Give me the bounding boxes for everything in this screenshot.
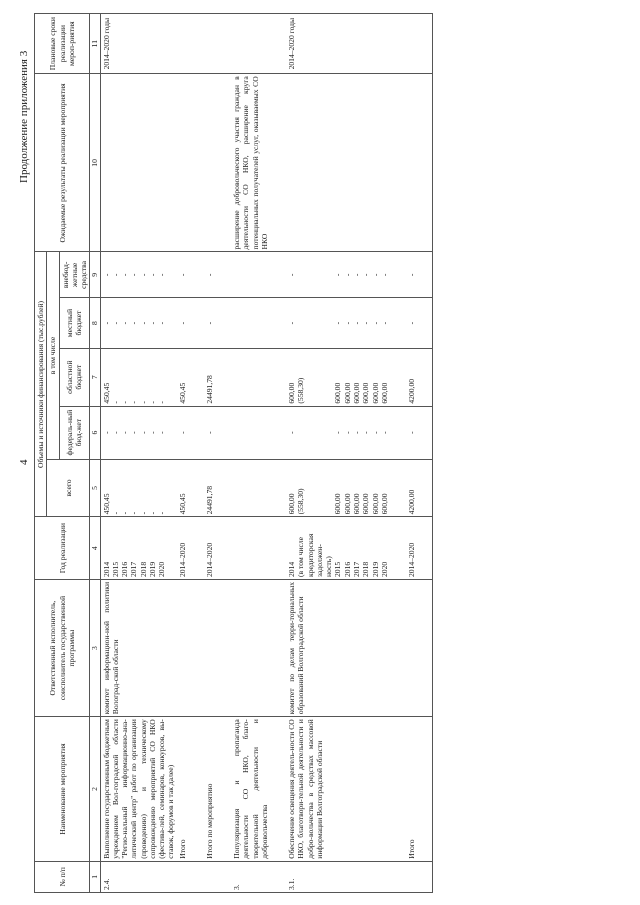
extra-value: -	[101, 273, 111, 277]
col-number: 6	[90, 406, 100, 459]
federal-value: -	[120, 431, 130, 434]
row-local	[286, 298, 390, 349]
header-funding: Объемы и источники финансирования (тыс.рублей)	[35, 252, 47, 517]
local-value: -	[129, 321, 139, 325]
total-value: 600,00	[361, 493, 371, 515]
row-label: Итого	[177, 717, 188, 861]
row-years	[100, 517, 177, 580]
federal-value: -	[342, 431, 352, 434]
local-value: -	[204, 298, 215, 349]
year-note: задолжен-	[314, 544, 324, 577]
row-terms: 2014–2020 годы	[286, 14, 390, 74]
extra-value: -	[147, 273, 157, 277]
local-value: -	[352, 321, 362, 325]
row-label: Итого	[406, 717, 433, 861]
federal-value: -	[110, 431, 120, 434]
extra-value: -	[370, 273, 380, 277]
regional-value: (558,30)	[296, 377, 306, 404]
total-value: 450,45	[101, 493, 111, 515]
row-extra	[100, 252, 177, 298]
table-row	[231, 14, 270, 893]
regional-value: 600,00	[352, 382, 362, 404]
year-value: 2017	[129, 561, 139, 577]
row-name: Обеспечение освещения деятель-ности СО НКО, благотвори-тельной деятельности и добро-вольчества в средствах массовой информации Волгоградской области	[286, 717, 390, 861]
extra-value: -	[110, 273, 120, 277]
federal-value: -	[361, 431, 371, 434]
year-value: 2020	[157, 561, 167, 577]
header-num: № п/п	[35, 861, 90, 892]
row-num: 3.1.	[286, 861, 390, 892]
federal-value: -	[352, 431, 362, 434]
total-value: 600,00	[342, 493, 352, 515]
regional-value: 600,00	[287, 382, 296, 404]
col-number: 10	[90, 74, 100, 252]
year-value: 2016	[342, 561, 352, 577]
federal-value: -	[379, 431, 389, 434]
federal-value: -	[157, 431, 167, 434]
extra-value: -	[157, 273, 167, 277]
table-row	[177, 14, 188, 893]
regional-value: 600,00	[333, 382, 343, 404]
regional-value: -	[110, 401, 120, 404]
local-value: -	[361, 321, 371, 325]
row-local	[100, 298, 177, 349]
year-value: 2015	[110, 561, 120, 577]
col-number: 9	[90, 252, 100, 298]
extra-value: -	[406, 252, 433, 298]
header-name: Наименование мероприятия	[35, 717, 90, 861]
total-value: -	[138, 511, 148, 515]
year-value: 2014	[287, 561, 296, 577]
local-value: -	[138, 321, 148, 325]
col-number: 1	[90, 861, 100, 892]
extra-value: -	[361, 273, 371, 277]
federal-value: -	[287, 431, 296, 434]
regional-value: 24491,78	[204, 348, 215, 406]
local-value: -	[370, 321, 380, 325]
extra-value: -	[120, 273, 130, 277]
local-value: -	[101, 321, 111, 325]
year-value: 2014	[101, 561, 111, 577]
regional-value: -	[147, 401, 157, 404]
local-value: -	[110, 321, 120, 325]
row-results: расширение добровольческого участия граждан в деятельности СО НКО, расширение круга потенциальных получателей услуг, оказываемых СО НКО	[231, 74, 270, 252]
total-value: 600,00	[333, 493, 343, 515]
regional-value: -	[157, 401, 167, 404]
col-number: 11	[90, 14, 100, 74]
row-results	[100, 74, 177, 252]
header-results: Ожидаемые результаты реализации мероприятия	[35, 74, 90, 252]
row-terms: 2014–2020 годы	[100, 14, 177, 74]
extra-value: -	[352, 273, 362, 277]
local-value: -	[379, 321, 389, 325]
local-value: -	[406, 298, 433, 349]
row-total	[100, 459, 177, 517]
row-regional	[100, 348, 177, 406]
table-row	[406, 14, 433, 893]
local-value: -	[120, 321, 130, 325]
header-total: всего	[47, 459, 90, 517]
table-row	[286, 14, 390, 893]
local-value: -	[157, 321, 167, 325]
header-federal: федераль-ный бюд-жет	[59, 406, 90, 459]
row-executor: комитет по делам терри-ториальных образований Волгоградской области	[286, 579, 390, 716]
total-value: 450,45	[177, 459, 188, 517]
extra-value: -	[177, 252, 188, 298]
federal-value: -	[406, 406, 433, 459]
year-value: 2017	[352, 561, 362, 577]
table-row	[100, 14, 177, 893]
header-extra: внебюд-жетные средства	[59, 252, 90, 298]
header-terms: Плановые сроки реализации мероп-риятия	[35, 14, 90, 74]
year-value: 2015	[333, 561, 343, 577]
federal-value: -	[204, 406, 215, 459]
extra-value: -	[204, 252, 215, 298]
regional-value: 600,00	[379, 382, 389, 404]
row-num: 3.	[231, 861, 270, 892]
local-value: -	[177, 298, 188, 349]
row-years	[286, 517, 390, 580]
total-value: 600,00	[287, 493, 296, 515]
year-note: ность)	[324, 556, 334, 577]
total-value: 24491,78	[204, 459, 215, 517]
year-value: 2020	[379, 561, 389, 577]
year-value: 2018	[138, 561, 148, 577]
row-name: Выполнение государственным бюджетным учреждением Вол-гоградской области "Регио-нальный информационно-ана-литический центр" работ по организации (проведению) и техническому сопровождению мероприятий СО НКО (фестива-лей, семинаров, конкурсов, вы-ставок, форумов и так далее)	[100, 717, 177, 861]
year-note: (в том числе	[296, 536, 306, 577]
total-value: 4200,00	[406, 459, 433, 517]
regional-value: 600,00	[370, 382, 380, 404]
col-number: 2	[90, 717, 100, 861]
total-value: -	[147, 511, 157, 515]
local-value: -	[147, 321, 157, 325]
year-value: 2019	[370, 561, 380, 577]
year-value: 2018	[361, 561, 371, 577]
regional-value: -	[120, 401, 130, 404]
row-year: 2014–2020	[204, 517, 215, 580]
local-value: -	[287, 321, 296, 325]
header-local: местный бюджет	[59, 298, 90, 349]
col-number: 5	[90, 459, 100, 517]
federal-value: -	[370, 431, 380, 434]
regional-value: 600,00	[361, 382, 371, 404]
funding-table	[34, 13, 433, 893]
row-regional	[286, 348, 390, 406]
federal-value: -	[147, 431, 157, 434]
page-number: 4	[18, 459, 30, 465]
continuation-note: Продолжение приложения 3	[18, 50, 30, 183]
total-value: (558,30)	[296, 488, 306, 515]
row-extra	[286, 252, 390, 298]
year-note: кредиторская	[305, 533, 315, 577]
col-number: 8	[90, 298, 100, 349]
federal-value: -	[333, 431, 343, 434]
total-value: -	[110, 511, 120, 515]
federal-value: -	[129, 431, 139, 434]
row-year: 2014–2020	[177, 517, 188, 580]
federal-value: -	[101, 431, 111, 434]
header-year: Год реализации	[35, 517, 90, 580]
row-label: Итого по мероприятию	[204, 717, 215, 861]
total-value: -	[120, 511, 130, 515]
extra-value: -	[138, 273, 148, 277]
row-num: 2.4.	[100, 861, 177, 892]
year-value: 2019	[147, 561, 157, 577]
total-value: 600,00	[370, 493, 380, 515]
extra-value: -	[342, 273, 352, 277]
regional-value: -	[138, 401, 148, 404]
extra-value: -	[287, 273, 296, 277]
regional-value: 600,00	[342, 382, 352, 404]
table-row	[204, 14, 215, 893]
column-number-row	[90, 14, 100, 893]
row-federal	[286, 406, 390, 459]
regional-value: 4200,00	[406, 348, 433, 406]
extra-value: -	[333, 273, 343, 277]
regional-value: 450,45	[177, 348, 188, 406]
header-incl: в том числе	[47, 252, 59, 459]
extra-value: -	[379, 273, 389, 277]
row-name: Популяризация и пропаганда деятельности СО НКО, благо-творительной деятельности и добровольчества	[231, 717, 270, 861]
federal-value: -	[138, 431, 148, 434]
total-value: -	[129, 511, 139, 515]
year-value: 2016	[120, 561, 130, 577]
local-value: -	[333, 321, 343, 325]
row-total	[286, 459, 390, 517]
regional-value: 450,45	[101, 382, 111, 404]
regional-value: -	[129, 401, 139, 404]
total-value: 600,00	[352, 493, 362, 515]
row-federal	[100, 406, 177, 459]
header-executor: Ответственный исполнитель, соисполнитель государственной программы	[35, 579, 90, 716]
col-number: 7	[90, 348, 100, 406]
local-value: -	[342, 321, 352, 325]
col-number: 4	[90, 517, 100, 580]
row-year: 2014–2020	[406, 517, 433, 580]
federal-value: -	[177, 406, 188, 459]
col-number: 3	[90, 579, 100, 716]
total-value: 600,00	[379, 493, 389, 515]
extra-value: -	[129, 273, 139, 277]
total-value: -	[157, 511, 167, 515]
row-executor: комитет информацион-ной политики Волоград-ской области	[100, 579, 177, 716]
header-regional: областной бюджет	[59, 348, 90, 406]
